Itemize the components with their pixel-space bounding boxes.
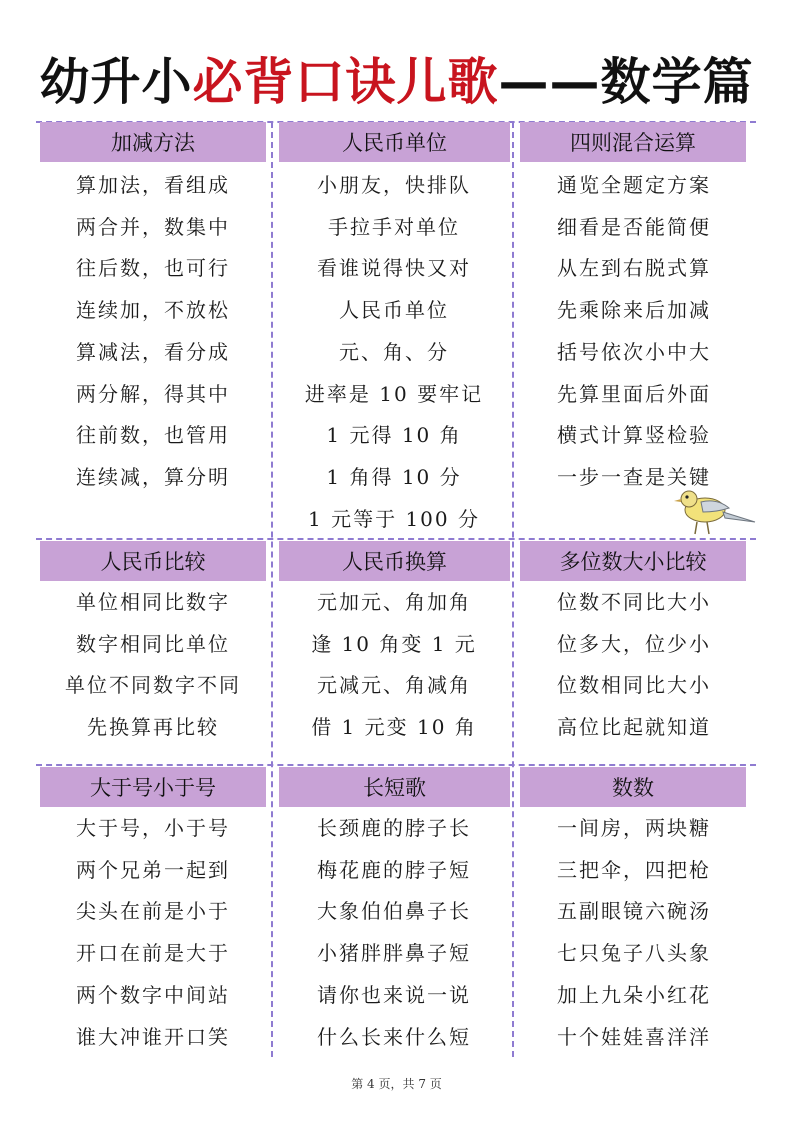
verse-line: 两个兄弟一起到 bbox=[76, 857, 230, 882]
verse-line: 开口在前是大于 bbox=[76, 941, 230, 966]
section-header: 人民币单位 bbox=[279, 122, 510, 162]
verse-line: 连续减，算分明 bbox=[76, 464, 230, 489]
verse-line: 数字相同比单位 bbox=[76, 631, 230, 656]
verse-line: 连续加，不放松 bbox=[76, 298, 230, 323]
title-part2: 必背口诀儿歌 bbox=[192, 53, 499, 111]
verse-line: 人民币单位 bbox=[339, 298, 449, 323]
verse-line: 先乘除来后加减 bbox=[557, 298, 711, 323]
verse-line: 元减元、角减角 bbox=[317, 673, 471, 698]
verse-line: 元加元、角加角 bbox=[317, 590, 471, 614]
verse-line: 请你也来说一说 bbox=[317, 982, 471, 1007]
verse-line: 长颈鹿的脖子长 bbox=[317, 816, 471, 840]
verse-line: 七只兔子八头象 bbox=[557, 941, 711, 966]
verse-line: 三把伞，四把枪 bbox=[557, 857, 711, 882]
divider-col1 bbox=[271, 122, 273, 1057]
section-header: 人民币换算 bbox=[279, 541, 510, 581]
section-header: 多位数大小比较 bbox=[520, 541, 746, 581]
verse-line: 谁大冲谁开口笑 bbox=[76, 1024, 230, 1049]
verse-line: 五副眼镜六碗汤 bbox=[557, 899, 711, 924]
verse-line: 进率是 10 要牢记 bbox=[304, 381, 484, 406]
verse-line: 细看是否能简便 bbox=[557, 214, 711, 239]
verse-line: 梅花鹿的脖子短 bbox=[317, 857, 471, 882]
verse-line: 尖头在前是小于 bbox=[76, 899, 230, 924]
page-footer: 第 4 页，共 7 页 bbox=[351, 1077, 442, 1091]
verse-line: 两个数字中间站 bbox=[76, 982, 230, 1007]
verse-line: 两合并，数集中 bbox=[76, 214, 230, 239]
verse-line: 1 元等于 100 分 bbox=[308, 506, 480, 531]
verse-line: 加上九朵小红花 bbox=[557, 982, 711, 1007]
page-title bbox=[0, 52, 793, 112]
section-header: 长短歌 bbox=[279, 767, 510, 807]
verse-line: 1 角得 10 分 bbox=[326, 464, 462, 489]
verse-line: 看谁说得快又对 bbox=[317, 256, 471, 281]
verse-line: 从左到右脱式算 bbox=[557, 256, 711, 281]
verse-line: 算减法，看分成 bbox=[76, 339, 230, 364]
title-part3: ——数学篇 bbox=[498, 53, 754, 111]
verse-line: 大于号，小于号 bbox=[76, 816, 230, 840]
verse-line: 单位不同数字不同 bbox=[65, 673, 241, 698]
verse-line: 一步一查是关键 bbox=[557, 464, 711, 489]
verse-line: 大象伯伯鼻子长 bbox=[317, 899, 471, 924]
verse-line: 两分解，得其中 bbox=[76, 381, 230, 406]
divider-row2 bbox=[36, 538, 756, 540]
section-header: 加减方法 bbox=[40, 122, 266, 162]
verse-line: 横式计算竖检验 bbox=[557, 423, 711, 448]
verse-line: 单位相同比数字 bbox=[76, 590, 230, 614]
bird-icon bbox=[667, 482, 759, 540]
section-header: 数数 bbox=[520, 767, 746, 807]
verse-line: 1 元得 10 角 bbox=[326, 423, 462, 448]
verse-line: 位数不同比大小 bbox=[557, 590, 711, 614]
verse-line: 位数相同比大小 bbox=[557, 673, 711, 698]
verse-line: 先算里面后外面 bbox=[557, 381, 711, 406]
verse-line: 手拉手对单位 bbox=[328, 214, 460, 239]
verse-line: 括号依次小中大 bbox=[557, 339, 711, 364]
verse-line: 逢 10 角变 1 元 bbox=[311, 631, 477, 656]
verse-line: 什么长来什么短 bbox=[317, 1024, 471, 1049]
verse-line: 往后数，也可行 bbox=[76, 256, 230, 281]
section-header: 人民币比较 bbox=[40, 541, 266, 581]
title-part1: 幼升小 bbox=[39, 53, 193, 111]
verse-line: 高位比起就知道 bbox=[557, 715, 711, 740]
verse-line: 一间房，两块糖 bbox=[557, 816, 711, 840]
verse-line: 十个娃娃喜洋洋 bbox=[557, 1024, 711, 1049]
verse-line: 借 1 元变 10 角 bbox=[311, 715, 477, 740]
verse-line: 先换算再比较 bbox=[87, 715, 219, 740]
verse-line: 通览全题定方案 bbox=[557, 173, 711, 197]
verse-line: 小朋友，快排队 bbox=[317, 173, 471, 197]
verse-line: 位多大，位少小 bbox=[557, 631, 711, 656]
section-header: 四则混合运算 bbox=[520, 122, 746, 162]
verse-line: 元、角、分 bbox=[339, 339, 449, 364]
section-header: 大于号小于号 bbox=[40, 767, 266, 807]
verse-line: 小猪胖胖鼻子短 bbox=[317, 941, 471, 966]
divider-row3 bbox=[36, 764, 756, 766]
divider-col2 bbox=[512, 122, 514, 1057]
verse-line: 算加法，看组成 bbox=[76, 173, 230, 197]
verse-line: 往前数，也管用 bbox=[76, 423, 230, 448]
